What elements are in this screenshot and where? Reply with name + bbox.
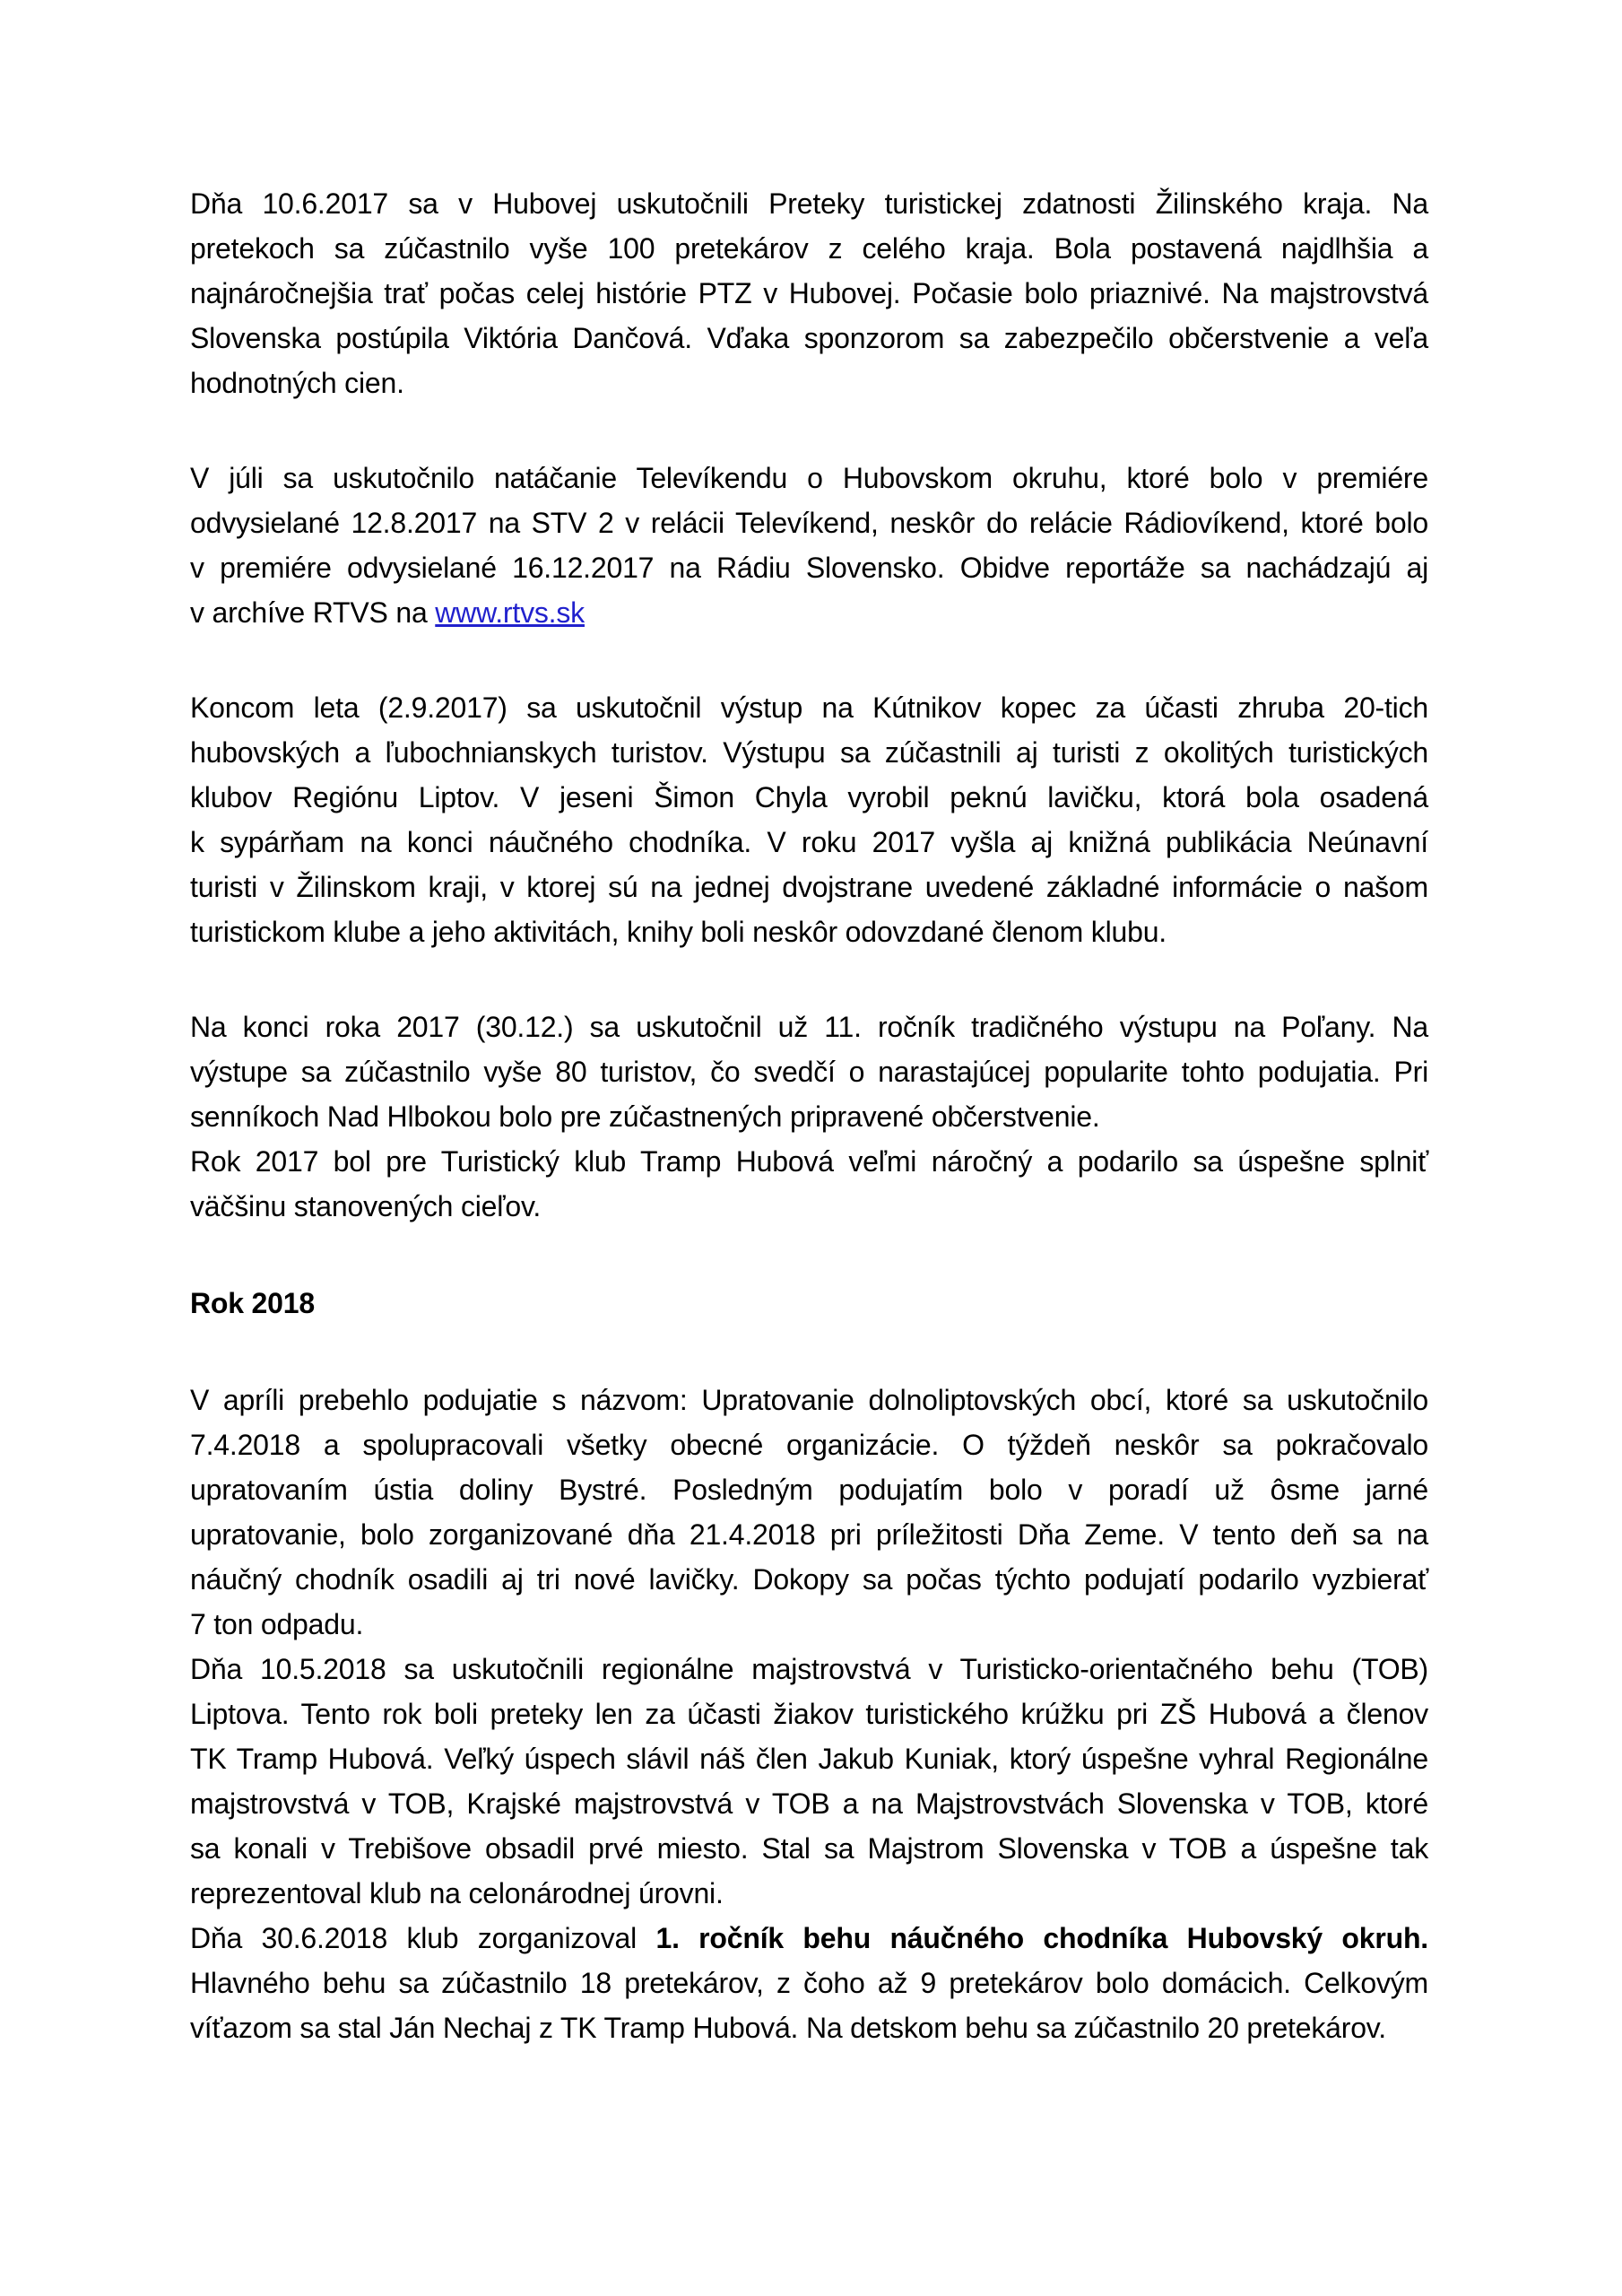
text-line: 7 ton odpadu. <box>190 1608 364 1640</box>
text-line: V apríli prebehlo podujatie s názvom: Upratovanie dolnoliptovských obcí, ktoré sa uskutočnilo <box>190 1384 1428 1416</box>
run-normal: Dňa 30.6.2018 klub zorganizoval <box>190 1922 656 1954</box>
text-line: hubovských a ľubochnianskych turistov. Výstupu sa zúčastnili aj turisti z okolitých turistických <box>190 736 1428 769</box>
text-line: víťazom sa stal Ján Nechaj z TK Tramp Hubová. Na detskom behu sa zúčastnilo 20 pretekárov. <box>190 2012 1386 2044</box>
text-line: senníkoch Nad Hlbokou bolo pre zúčastnených pripravené občerstvenie. <box>190 1100 1100 1133</box>
text-line: majstrovstvá v TOB, Krajské majstrovstvá v TOB a na Majstrovstvách Slovenska v TOB, ktoré <box>190 1787 1428 1820</box>
text-line: hodnotných cien. <box>190 367 404 399</box>
text-line: Rok 2017 bol pre Turistický klub Tramp Hubová veľmi náročný a podarilo sa úspešne splniť <box>190 1145 1428 1178</box>
text-line: Na konci roka 2017 (30.12.) sa uskutočnil už 11. ročník tradičného výstupu na Poľany. Na <box>190 1011 1428 1043</box>
text-line: Slovenska postúpila Viktória Dančová. Vďaka sponzorom sa zabezpečilo občerstvenie a veľa <box>190 322 1428 354</box>
text-line: výstupe sa zúčastnilo vyše 80 turistov, čo svedčí o narastajúcej popularite tohto podujatia. Pri <box>190 1056 1428 1088</box>
text-line: k sypárňam na konci náučného chodníka. V roku 2017 vyšla aj knižná publikácia Neúnavní <box>190 826 1428 858</box>
paragraph-kutnikov-kopec <box>190 685 1428 954</box>
paragraph-beh-hubovsky-okruh <box>190 1916 1428 2050</box>
section-heading-rok-2018: Rok 2018 <box>190 1287 315 1319</box>
paragraph-rok-2017-zaver <box>190 1139 1428 1229</box>
text-line: turisti v Žilinskom kraji, v ktorej sú na jednej dvojstrane uvedené základné informácie o našom <box>190 871 1428 903</box>
text-line: pretekoch sa zúčastnilo vyše 100 pretekárov z celého kraja. Bola postavená najdlhšia a <box>190 232 1428 265</box>
text-line: sa konali v Trebišove obsadil prvé miesto. Stal sa Majstrom Slovenska v TOB a úspešne tak <box>190 1832 1428 1865</box>
text-line: Dňa 10.6.2017 sa v Hubovej uskutočnili Preteky turistickej zdatnosti Žilinského kraja. Na <box>190 187 1428 220</box>
text-line: Dňa 10.5.2018 sa uskutočnili regionálne majstrovstvá v Turisticko-orientačného behu (TOB) <box>190 1653 1428 1685</box>
text-line: upratovanie, bolo zorganizované dňa 21.4.2018 pri príležitosti Dňa Zeme. V tento deň sa na <box>190 1518 1428 1551</box>
paragraph-polany <box>190 1004 1428 1139</box>
text-line: Liptova. Tento rok boli preteky len za účasti žiakov turistického krúžku pri ZŠ Hubová a členov <box>190 1698 1428 1730</box>
text-line: v premiére odvysielané 16.12.2017 na Rádiu Slovensko. Obidve reportáže sa nachádzajú aj <box>190 552 1428 584</box>
text-line: V júli sa uskutočnilo natáčanie Televíkendu o Hubovskom okruhu, ktoré bolo v premiére <box>190 462 1428 494</box>
text-line: upratovaním ústia doliny Bystré. Posledným podujatím bolo v poradí už ôsme jarné <box>190 1474 1428 1506</box>
paragraph-televikend <box>190 456 1428 635</box>
text-line: väčšinu stanovených cieľov. <box>190 1190 542 1222</box>
paragraph-upratovanie <box>190 1378 1428 1647</box>
text-line: reprezentoval klub na celonárodnej úrovni. <box>190 1877 724 1909</box>
text-line: Koncom leta (2.9.2017) sa uskutočnil výstup na Kútnikov kopec za účasti zhruba 20-tich <box>190 691 1428 724</box>
document-page <box>190 181 1428 2050</box>
text-line: turistickom klube a jeho aktivitách, knihy boli neskôr odovzdané členom klubu. <box>190 916 1167 948</box>
paragraph-2017-ptz <box>190 181 1428 405</box>
run-bold: 1. ročník behu náučného chodníka Hubovský okruh. <box>655 1922 1428 1954</box>
text-line: najnáročnejšia trať počas celej histórie PTZ v Hubovej. Počasie bolo priaznivé. Na majstrovstvá <box>190 277 1428 309</box>
text-line: klubov Regiónu Liptov. V jeseni Šimon Chyla vyrobil peknú lavičku, ktorá bola osadená <box>190 781 1428 813</box>
text-line <box>190 590 1428 635</box>
text-line: Hlavného behu sa zúčastnilo 18 pretekárov, z čoho až 9 pretekárov bolo domácich. Celkovým <box>190 1967 1428 1999</box>
text-line: TK Tramp Hubová. Veľký úspech slávil náš člen Jakub Kuniak, ktorý úspešne vyhral Regionálne <box>190 1743 1428 1775</box>
text-line: náučný chodník osadili aj tri nové lavičky. Dokopy sa počas týchto podujatí podarilo vyzbierať <box>190 1563 1428 1596</box>
text-line <box>190 1916 1428 1961</box>
link-line-prefix: v archíve RTVS na <box>190 596 436 629</box>
text-line: odvysielané 12.8.2017 na STV 2 v relácii Televíkend, neskôr do relácie Rádiovíkend, ktoré bolo <box>190 507 1428 539</box>
text-line: 7.4.2018 a spolupracovali všetky obecné organizácie. O týždeň neskôr sa pokračovalo <box>190 1429 1428 1461</box>
rtvs-link[interactable]: www.rtvs.sk <box>435 596 585 629</box>
paragraph-tob <box>190 1647 1428 1916</box>
